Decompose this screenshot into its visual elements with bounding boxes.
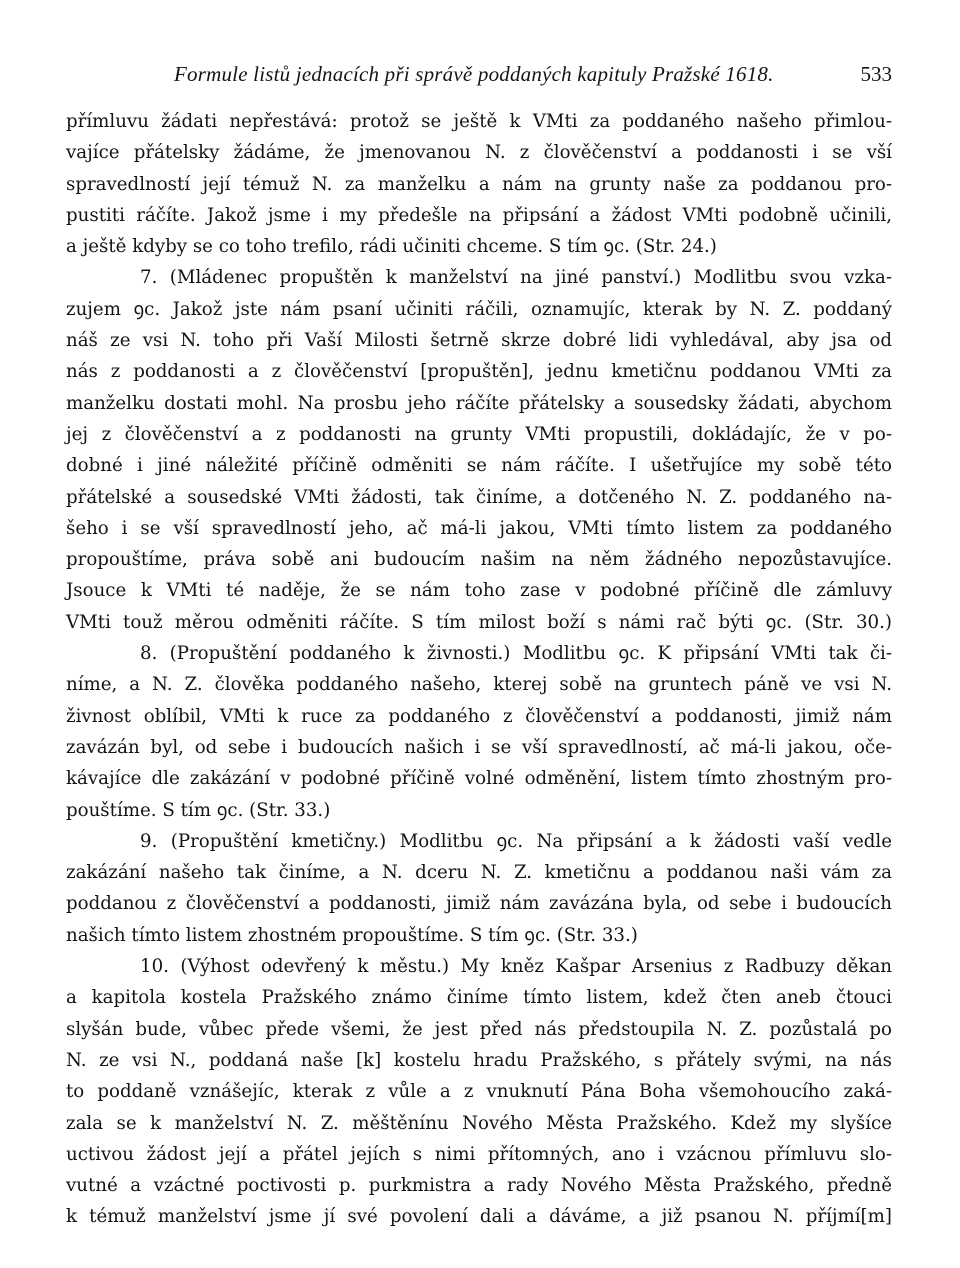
text-line: vajíce přátelsky žádáme, že jmenovanou N. z člověčenství a poddanosti i se vší — [66, 142, 892, 164]
page-header — [66, 60, 892, 92]
paragraph-item-8 — [66, 638, 892, 826]
text-line: zakázání našeho tak činíme, a N. dceru N. Z. kmetičnu a poddanou naši vám za — [66, 862, 892, 884]
text-line: přátelské a sousedské VMti žádosti, tak činíme, a dotčeného N. Z. poddaného na- — [66, 486, 892, 508]
running-title: Formule listů jednacích při správě poddaných kapituly Pražské 1618. — [174, 62, 774, 86]
text-line: pustiti ráčíte. Jakož jsme i my předešle na připsání a žádost VMti podobně učinili, — [66, 204, 892, 226]
text-line: jej z člověčenství a z poddanosti na grunty VMti propustili, dokládajíc, že v po- — [66, 423, 892, 445]
text-line: VMti touž měrou odměniti ráčíte. S tím milost boží s námi rač býti ꝯc. (Str. 30.) — [66, 611, 892, 633]
text-line: slyšán bude, vůbec přede všemi, že jest před nás předstoupila N. Z. pozůstalá po — [66, 1018, 892, 1040]
text-line: spravedlností její témuž N. za manželku a nám na grunty naše za poddanou pro- — [66, 173, 892, 195]
text-line: uctivou žádost její a přátel jejích s nimi přítomných, ano i vzácnou přímluvu slo- — [66, 1143, 892, 1165]
text-line: 7. (Mládenec propuštěn k manželství na jiné panství.) Modlitbu svou vzka- — [140, 267, 892, 289]
text-line: 10. (Výhost odevřený k městu.) My kněz Kašpar Arsenius z Radbuzy děkan — [140, 956, 892, 978]
text-line: nás z poddanosti a z člověčenství [propuštěn], jednu kmetičnu poddanou VMti za — [66, 361, 892, 383]
text-line: k témuž manželství jsme jí své povolení dali a dáváme, a již psanou N. příjmí[m] — [66, 1206, 892, 1228]
text-line: vutné a vzáctné poctivosti p. purkmistra a rady Nového Města Pražského, předně — [66, 1175, 892, 1197]
text-line: a ještě kdyby se co toho trefilo, rádi učiniti chceme. S tím ꝯc. (Str. 24.) — [66, 236, 717, 258]
text-line: poddanou z člověčenství a poddanosti, jimiž nám zavázána byla, od sebe i budoucích — [66, 893, 892, 915]
body-text — [66, 106, 892, 1233]
text-line: to poddaně vznášejíc, kterak z vůle a z vnuknutí Pána Boha všemohoucího zaká- — [66, 1081, 892, 1103]
text-line: zujem ꝯc. Jakož jste nám psaní učiniti ráčili, oznamujíc, kterak by N. Z. poddaný — [66, 298, 892, 320]
text-line: Jsouce k VMti té naděje, že se nám toho zase v podobné příčině dle zámluvy — [66, 580, 892, 602]
paragraph-item-10 — [66, 951, 892, 1233]
text-line: přímluvu žádati nepřestává: protož se ještě k VMti za poddaného našeho přimlou- — [66, 111, 892, 132]
paragraph-item-7 — [66, 262, 892, 638]
text-line: našich tímto listem zhostném propouštíme. S tím ꝯc. (Str. 33.) — [66, 924, 638, 946]
paragraph-item-9 — [66, 826, 892, 951]
text-line: 9. (Propuštění kmetičny.) Modlitbu ꝯc. Na připsání a k žádosti vaší vedle — [140, 830, 892, 852]
text-line: N. ze vsi N., poddaná naše [k] kostelu hradu Pražského, s přátely svými, na nás — [66, 1049, 892, 1071]
page-number: 533 — [860, 62, 892, 86]
text-line: 8. (Propuštění poddaného k živnosti.) Modlitbu ꝯc. K připsání VMti tak či- — [140, 643, 892, 665]
paragraph-continuation — [66, 106, 892, 262]
text-line: zala se k manželství N. Z. měštěnínu Nového Města Pražského. Kdež my slyšíce — [66, 1112, 892, 1134]
text-line: zavázán byl, od sebe i budoucích našich i se vší spravedlností, ač má-li jakou, oče- — [66, 736, 892, 758]
text-line: pouštíme. S tím ꝯc. (Str. 33.) — [66, 799, 331, 821]
text-line: propouštíme, práva sobě ani budoucím našim na něm žádného nepozůstavujíce. — [66, 549, 892, 571]
text-line: kávajíce dle zakázání v podobné příčině volné odměnění, listem tímto zhostným pro- — [66, 768, 892, 790]
text-line: a kapitola kostela Pražského známo činíme tímto listem, kdež čten aneb čtouci — [66, 987, 892, 1009]
text-line: živnost oblíbil, VMti k ruce za poddaného z člověčenství a poddanosti, jimiž nám — [66, 705, 892, 727]
text-line: dobné i jiné náležité příčině odměniti se nám ráčíte. I ušetřujíce my sobě této — [66, 455, 892, 477]
text-line: níme, a N. Z. člověka poddaného našeho, kterej sobě na gruntech páně ve vsi N. — [66, 674, 892, 696]
text-line: manželku dostati mohl. Na prosbu jeho ráčíte přátelsky a sousedsky žádati, abychom — [66, 392, 892, 414]
text-line: náš ze vsi N. toho při Vaší Milosti šetrně skrze dobré lidi vyhledával, aby jsa od — [66, 330, 892, 352]
text-line: šeho i se vší spravedlností jeho, ač má-li jakou, VMti tímto listem za poddaného — [66, 517, 892, 539]
